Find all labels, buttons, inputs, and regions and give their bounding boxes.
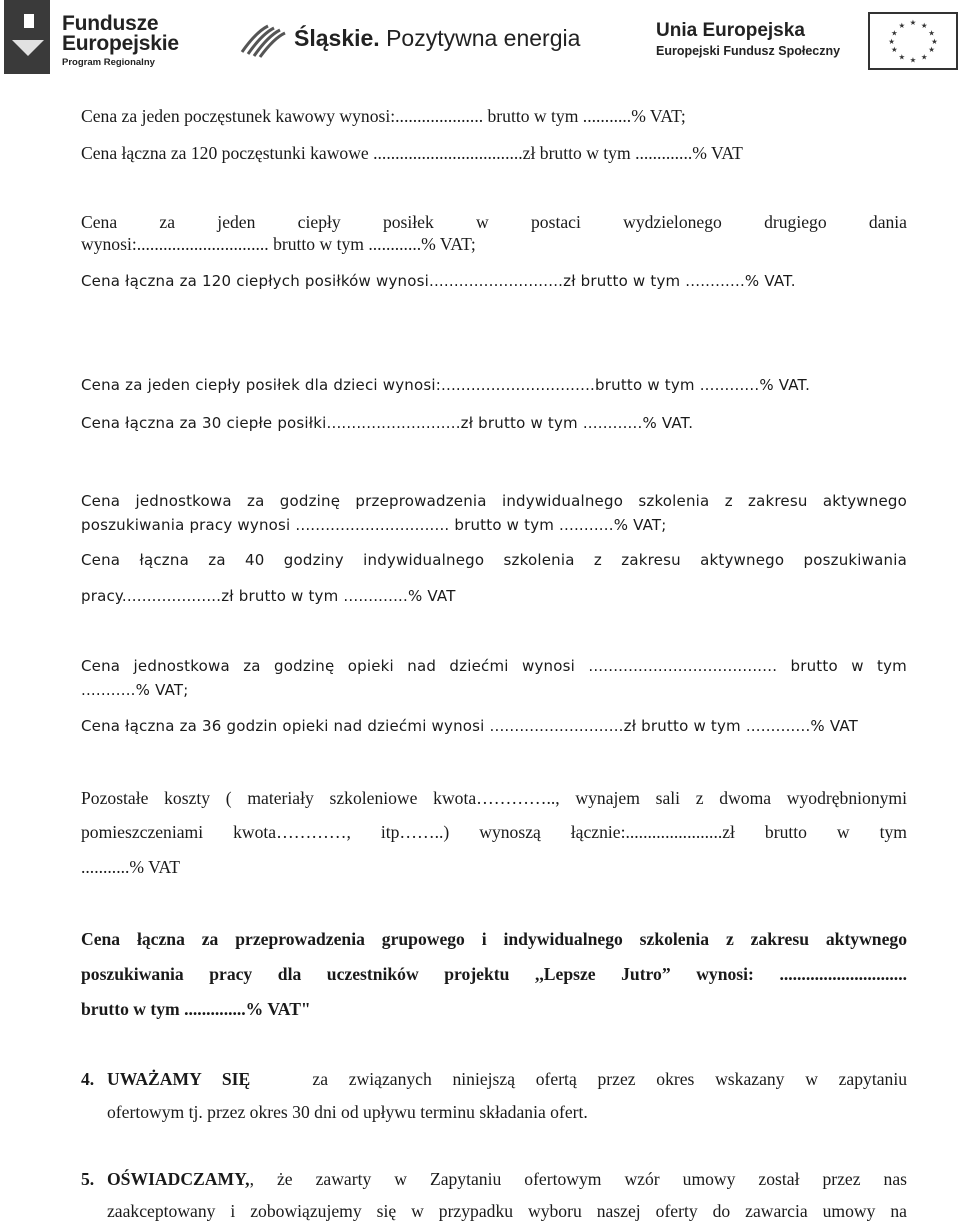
svg-text:★: ★ xyxy=(909,18,917,28)
text-line: Cena za jeden ciepły posiłek w postaci wydzielonego drugiego dania xyxy=(81,212,907,232)
section-4-text: za związanych niniejszą ofertą przez okres wskazany w zapytaniu xyxy=(312,1069,907,1089)
text-line: Cena jednostkowa za godzinę opieki nad dziećmi wynosi ...................................... brutto w tym xyxy=(81,657,907,675)
svg-text:★: ★ xyxy=(891,45,898,55)
slaskie-slogan: Pozytywna energia xyxy=(379,25,581,51)
text-line: Cena łączna za 120 poczęstunki kawowe ..................................zł brutto w tym .............% VAT xyxy=(81,143,743,163)
slaskie-region: Śląskie. xyxy=(294,25,380,51)
fe-logo-line2: Europejskie xyxy=(62,32,179,55)
text-line: pracy....................zł brutto w tym .............% VAT xyxy=(81,587,456,605)
text-line: Cena za jeden ciepły posiłek dla dzieci wynosi:...............................brutto w tym ............% VAT. xyxy=(81,376,811,394)
svg-text:★: ★ xyxy=(920,52,928,62)
svg-text:★: ★ xyxy=(920,20,928,30)
text-line: Cena jednostkowa za godzinę przeprowadzenia indywidualnego szkolenia z zakresu aktywnego xyxy=(81,492,907,510)
section-5-text: , że zawarty w Zapytaniu ofertowym wzór umowy został przez nas xyxy=(249,1169,907,1189)
text-line: Pozostałe koszty ( materiały szkoleniowe kwota………….., wynajem sali z dwoma wyodrębnionymi xyxy=(81,788,907,808)
eu-flag-icon xyxy=(868,12,958,70)
bold-text-line: poszukiwania pracy dla uczestników projektu ,,Lepsze Jutro” wynosi: ............................. xyxy=(81,964,907,984)
svg-text:★: ★ xyxy=(898,20,906,30)
text-line: zaakceptowany i zobowiązujemy się w przypadku wyboru naszej oferty do zawarcia umowy na xyxy=(107,1201,907,1221)
text-line: ...........% VAT; xyxy=(81,681,189,699)
text-line: ...........% VAT xyxy=(81,857,181,877)
fe-logo-line1: Fundusze xyxy=(62,12,159,35)
section-5-line xyxy=(107,1168,907,1190)
text-line: Cena łączna za 30 ciepłe posiłki...........................zł brutto w tym ............% VAT. xyxy=(81,414,694,432)
section-4-lead: UWAŻAMY SIĘ xyxy=(107,1069,251,1089)
fundusze-europejskie-mark-icon xyxy=(4,0,50,74)
header-logos xyxy=(0,0,960,78)
section-5-lead: OŚWIADCZAMY, xyxy=(107,1169,250,1189)
svg-text:★: ★ xyxy=(888,36,895,46)
bold-text-line: brutto w tym ..............% VAT" xyxy=(81,999,311,1019)
section-4-number: 4. xyxy=(81,1069,95,1089)
svg-text:★: ★ xyxy=(909,55,917,65)
text-line: ofertowym tj. przez okres 30 dni od upływu terminu składania ofert. xyxy=(107,1102,588,1122)
section-5-number: 5. xyxy=(81,1169,95,1189)
svg-text:★: ★ xyxy=(928,28,935,38)
fundusze-europejskie-logo xyxy=(4,0,194,74)
text-line: pomieszczeniami kwota…………, itp……..) wynoszą łącznie:......................zł brutto w tym xyxy=(81,822,907,842)
svg-text:★: ★ xyxy=(928,45,935,55)
fe-logo-line3: Program Regionalny xyxy=(62,57,155,68)
text-line: poszukiwania pracy wynosi ............................... brutto w tym ...........% VAT; xyxy=(81,516,667,534)
svg-text:★: ★ xyxy=(931,36,938,46)
slaskie-wordmark xyxy=(294,25,580,52)
ue-line2: Europejski Fundusz Społeczny xyxy=(656,44,841,58)
unia-europejska-text xyxy=(656,20,856,60)
ue-line1: Unia Europejska xyxy=(656,20,805,41)
bold-text-line: Cena łączna za przeprowadzenia grupowego i indywidualnego szkolenia z zakresu aktywnego xyxy=(81,929,907,949)
svg-text:★: ★ xyxy=(891,28,898,38)
text-line: Cena za jeden poczęstunek kawowy wynosi:.................... brutto w tym ...........% VAT; xyxy=(81,106,686,126)
text-line: wynosi:.............................. brutto w tym ............% VAT; xyxy=(81,234,476,254)
text-line: Cena łączna za 36 godzin opieki nad dziećmi wynosi ...........................zł brutto w tym .............% VAT xyxy=(81,717,858,735)
text-line: Cena łączna za 40 godziny indywidualnego szkolenia z zakresu aktywnego poszukiwania xyxy=(81,551,907,569)
text-line: Cena łączna za 120 ciepłych posiłków wynosi...........................zł brutto w tym ............% VAT. xyxy=(81,272,796,290)
section-4-line xyxy=(107,1068,907,1090)
slaskie-logo xyxy=(238,20,608,60)
svg-text:★: ★ xyxy=(898,52,906,62)
slaskie-wave-mark-icon xyxy=(238,22,286,58)
